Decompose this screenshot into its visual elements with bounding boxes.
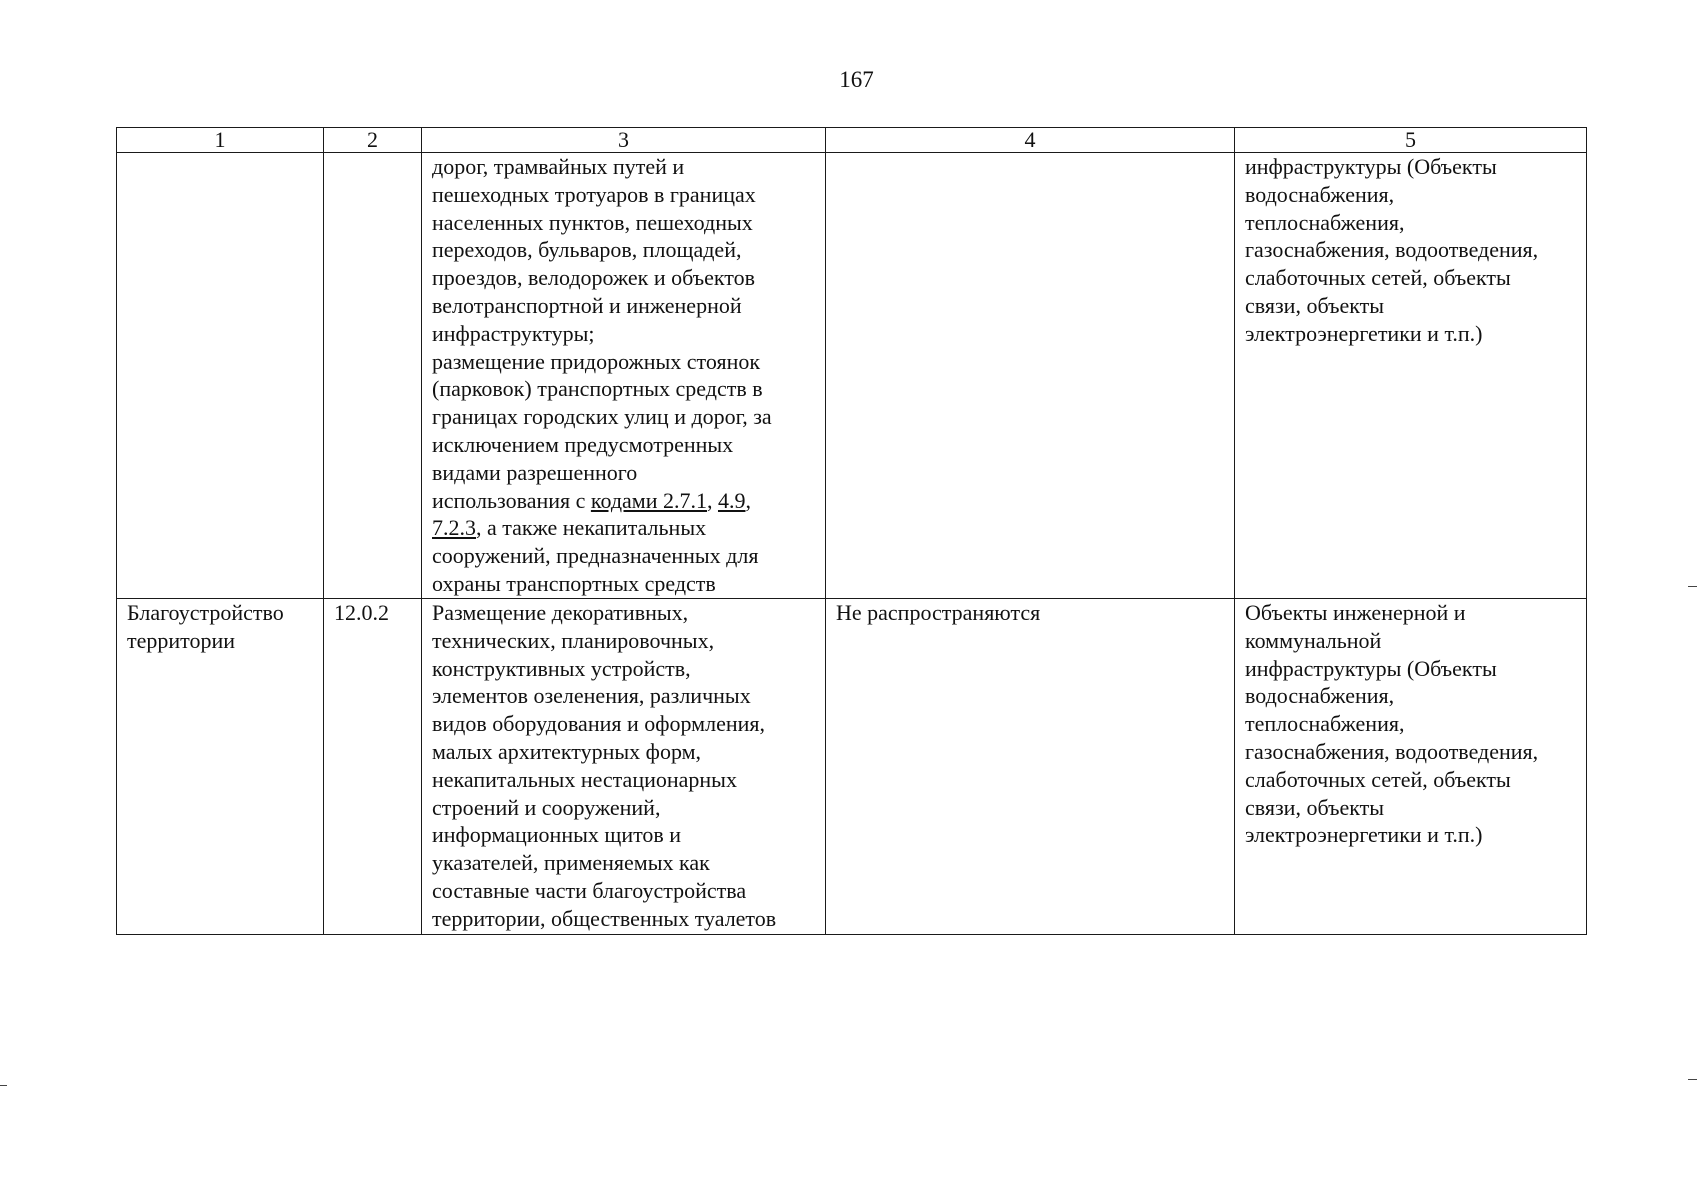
code-link-7-2-3[interactable]: 7.2.3 (432, 515, 476, 541)
table-header-row (117, 128, 1587, 153)
table-row (117, 599, 1587, 935)
description-separator: , (745, 487, 751, 513)
use-description-text: Размещение декоративных, технических, планировочных, конструктивных устройств, элементов озеленения, различных видов оборудования и оформления, малых архитектурных форм, некапитальных нестационарных строений и сооружений, информационных щитов и указателей, применяемых как составные части благоустройства территории, общественных туалетов (432, 600, 777, 931)
use-description-text (432, 153, 815, 598)
page-number: 167 (839, 67, 874, 92)
use-name-cell (117, 599, 324, 935)
code-link-2-7-1[interactable]: кодами 2.7.1 (590, 487, 707, 513)
parameters-text: Не распространяются (836, 600, 1041, 625)
use-description-cell (422, 599, 826, 935)
scan-edge-mark (1688, 1079, 1697, 1080)
use-code-text: 12.0.2 (334, 600, 389, 625)
table-row (117, 153, 1587, 599)
description-separator: , (706, 487, 718, 513)
description-text-part: , а также некапитальных сооружений, предназначенных для охраны транспортных средств (432, 515, 759, 596)
column-header-3: 3 (422, 128, 826, 153)
use-code-cell (324, 599, 422, 935)
permitted-objects-text: инфраструктуры (Объекты водоснабжения, теплоснабжения, газоснабжения, водоотведения, слаботочных сетей, объекты связи, объекты электроэнергетики и т.п.) (1245, 154, 1539, 346)
column-header-2: 2 (324, 128, 422, 153)
column-header-4: 4 (826, 128, 1235, 153)
land-use-table (116, 127, 1587, 935)
use-name-text: Благоустройство территории (127, 600, 284, 653)
parameters-cell (826, 599, 1235, 935)
parameters-cell (826, 153, 1235, 599)
use-name-cell (117, 153, 324, 599)
use-description-cell (422, 153, 826, 599)
scan-edge-mark (0, 1085, 7, 1086)
scan-edge-mark (1688, 586, 1697, 587)
permitted-objects-cell (1235, 153, 1587, 599)
use-code-cell (324, 153, 422, 599)
code-link-4-9[interactable]: 4.9 (717, 487, 746, 513)
permitted-objects-text: Объекты инженерной и коммунальной инфраструктуры (Объекты водоснабжения, теплоснабжения, газоснабжения, водоотведения, слаботочных сетей, объекты связи, объекты электроэнергетики и т.п.) (1245, 600, 1539, 848)
column-header-1: 1 (117, 128, 324, 153)
description-text-part: дорог, трамвайных путей и пешеходных тротуаров в границах населенных пунктов, пешеходных переходов, бульваров, площадей, проездов, велодорожек и объектов велотранспортной и инженерной инфраструктуры; размещение придорожных стоянок (парковок) транспортных средств в границах городских улиц и дорог, за исключением предусмотренных видами разрешенного использования с (432, 154, 772, 513)
permitted-objects-cell (1235, 599, 1587, 935)
column-header-5: 5 (1235, 128, 1587, 153)
